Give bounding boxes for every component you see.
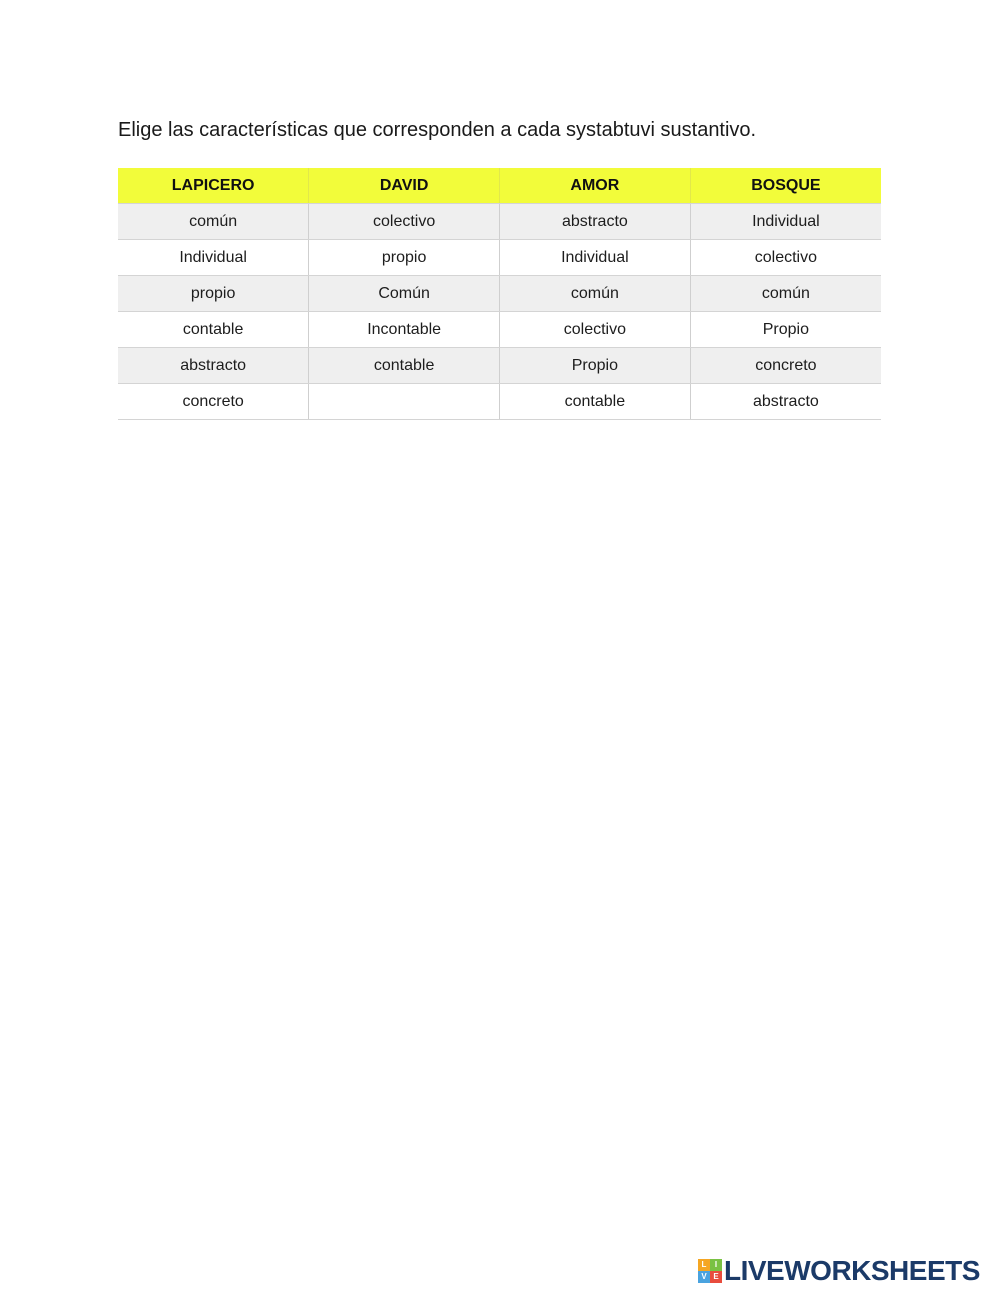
table-row — [118, 312, 881, 348]
logo-block-l: L — [698, 1259, 710, 1271]
option-cell[interactable]: común — [118, 204, 309, 240]
option-cell[interactable]: colectivo — [309, 204, 500, 240]
table-row — [118, 276, 881, 312]
option-cell[interactable]: contable — [309, 348, 500, 384]
option-cell[interactable]: colectivo — [690, 240, 881, 276]
column-header: LAPICERO — [118, 168, 309, 204]
empty-cell — [309, 384, 500, 420]
column-header: DAVID — [309, 168, 500, 204]
table-row — [118, 348, 881, 384]
option-cell[interactable]: concreto — [118, 384, 309, 420]
liveworksheets-logo — [698, 1257, 980, 1285]
table-row — [118, 384, 881, 420]
option-cell[interactable]: Individual — [118, 240, 309, 276]
option-cell[interactable]: contable — [118, 312, 309, 348]
option-cell[interactable]: Incontable — [309, 312, 500, 348]
characteristics-table — [118, 168, 881, 420]
logo-block-e: E — [710, 1271, 722, 1283]
instruction-text: Elige las características que corresponden a cada systabtuvi sustantivo. — [118, 119, 757, 141]
option-cell[interactable]: propio — [118, 276, 309, 312]
option-cell[interactable]: Propio — [690, 312, 881, 348]
table-row — [118, 204, 881, 240]
option-cell[interactable]: Común — [309, 276, 500, 312]
column-header: AMOR — [500, 168, 691, 204]
option-cell[interactable]: concreto — [690, 348, 881, 384]
option-cell[interactable]: propio — [309, 240, 500, 276]
option-cell[interactable]: Individual — [500, 240, 691, 276]
option-cell[interactable]: colectivo — [500, 312, 691, 348]
option-cell[interactable]: común — [500, 276, 691, 312]
column-header: BOSQUE — [690, 168, 881, 204]
option-cell[interactable]: Individual — [690, 204, 881, 240]
option-cell[interactable]: Propio — [500, 348, 691, 384]
logo-block-i: I — [710, 1259, 722, 1271]
live-blocks-icon — [698, 1259, 722, 1283]
option-cell[interactable]: abstracto — [690, 384, 881, 420]
option-cell[interactable]: abstracto — [118, 348, 309, 384]
table-header-row — [118, 168, 881, 204]
logo-block-v: V — [698, 1271, 710, 1283]
option-cell[interactable]: común — [690, 276, 881, 312]
table-row — [118, 240, 881, 276]
brand-name: LIVEWORKSHEETS — [724, 1255, 980, 1286]
option-cell[interactable]: contable — [500, 384, 691, 420]
option-cell[interactable]: abstracto — [500, 204, 691, 240]
